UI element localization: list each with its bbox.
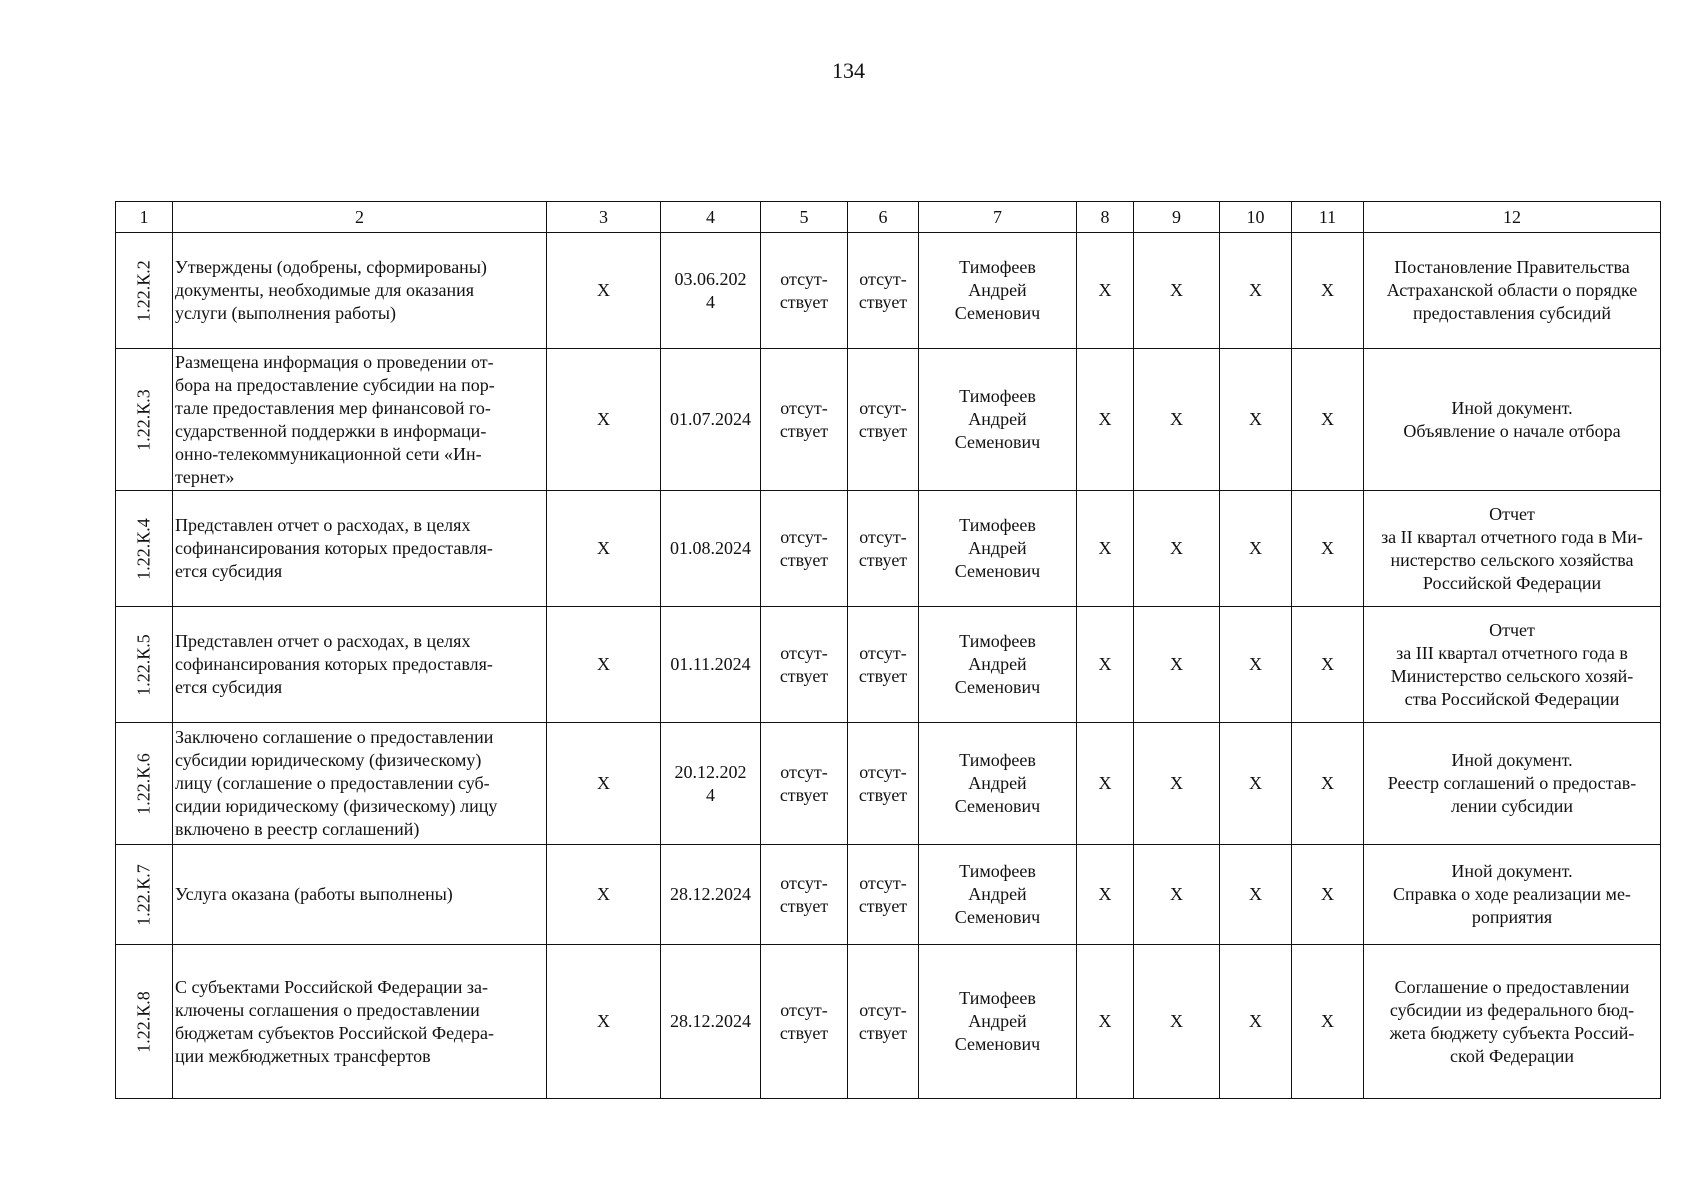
col10-cell: X (1220, 945, 1292, 1099)
col6-cell: отсут- ствует (848, 233, 919, 349)
col8-cell: X (1077, 945, 1134, 1099)
col11-cell: X (1292, 845, 1364, 945)
document-cell: Иной документ. Реестр соглашений о предостав- лении субсидии (1364, 723, 1661, 845)
document-cell: Иной документ. Объявление о начале отбора (1364, 349, 1661, 491)
document-cell: Соглашение о предоставлении субсидии из федерального бюд- жета бюджету субъекта Россий- ской Федерации (1364, 945, 1661, 1099)
col5-cell: отсут- ствует (761, 607, 848, 723)
control-points-table (115, 201, 1661, 1099)
description-cell: Размещена информация о проведении от- бора на предоставление субсидии на пор- тале предоставления мер финансовой го- сударственной поддержки в информаци- онно-телекоммуникационной сети «Ин- тернет» (173, 349, 547, 491)
responsible-cell: Тимофеев Андрей Семенович (919, 491, 1077, 607)
document-cell: Отчет за II квартал отчетного года в Ми- нистерство сельского хозяйства Российской Федерации (1364, 491, 1661, 607)
col11-cell: X (1292, 723, 1364, 845)
header-cell: 8 (1077, 202, 1134, 233)
col6-cell: отсут- ствует (848, 723, 919, 845)
col3-cell: X (547, 607, 661, 723)
description-cell: Услуга оказана (работы выполнены) (173, 845, 547, 945)
row-id (116, 491, 173, 607)
row-id-label: 1.22.К.7 (133, 863, 154, 926)
col3-cell: X (547, 945, 661, 1099)
header-cell: 12 (1364, 202, 1661, 233)
col3-cell: X (547, 723, 661, 845)
table-row (116, 723, 1661, 845)
col5-cell: отсут- ствует (761, 945, 848, 1099)
col6-cell: отсут- ствует (848, 845, 919, 945)
row-id (116, 233, 173, 349)
document-cell: Отчет за III квартал отчетного года в Министерство сельского хозяй- ства Российской Федерации (1364, 607, 1661, 723)
col11-cell: X (1292, 945, 1364, 1099)
document-cell: Иной документ. Справка о ходе реализации ме- роприятия (1364, 845, 1661, 945)
document-cell: Постановление Правительства Астраханской области о порядке предоставления субсидий (1364, 233, 1661, 349)
col8-cell: X (1077, 233, 1134, 349)
col9-cell: X (1134, 845, 1220, 945)
col5-cell: отсут- ствует (761, 349, 848, 491)
header-cell: 11 (1292, 202, 1364, 233)
row-id (116, 607, 173, 723)
table-row (116, 491, 1661, 607)
description-cell: Представлен отчет о расходах, в целях софинансирования которых предоставля- ется субсидия (173, 491, 547, 607)
col5-cell: отсут- ствует (761, 723, 848, 845)
responsible-cell: Тимофеев Андрей Семенович (919, 349, 1077, 491)
description-cell: Представлен отчет о расходах, в целях софинансирования которых предоставля- ется субсидия (173, 607, 547, 723)
row-id-label: 1.22.К.3 (133, 388, 154, 451)
col5-cell: отсут- ствует (761, 491, 848, 607)
header-cell: 5 (761, 202, 848, 233)
col3-cell: X (547, 233, 661, 349)
col3-cell: X (547, 845, 661, 945)
col6-cell: отсут- ствует (848, 491, 919, 607)
date-cell: 28.12.2024 (661, 845, 761, 945)
responsible-cell: Тимофеев Андрей Семенович (919, 845, 1077, 945)
col10-cell: X (1220, 723, 1292, 845)
table-row (116, 845, 1661, 945)
header-cell: 4 (661, 202, 761, 233)
col10-cell: X (1220, 845, 1292, 945)
col10-cell: X (1220, 349, 1292, 491)
header-cell: 10 (1220, 202, 1292, 233)
col9-cell: X (1134, 945, 1220, 1099)
col9-cell: X (1134, 491, 1220, 607)
col6-cell: отсут- ствует (848, 349, 919, 491)
date-cell: 28.12.2024 (661, 945, 761, 1099)
col11-cell: X (1292, 491, 1364, 607)
row-id-label: 1.22.К.2 (133, 259, 154, 322)
col8-cell: X (1077, 723, 1134, 845)
col11-cell: X (1292, 233, 1364, 349)
header-cell: 6 (848, 202, 919, 233)
responsible-cell: Тимофеев Андрей Семенович (919, 945, 1077, 1099)
date-cell: 01.08.2024 (661, 491, 761, 607)
col11-cell: X (1292, 349, 1364, 491)
row-id-label: 1.22.К.8 (133, 990, 154, 1053)
responsible-cell: Тимофеев Андрей Семенович (919, 607, 1077, 723)
description-cell: С субъектами Российской Федерации за- ключены соглашения о предоставлении бюджетам субъектов Российской Федера- ции межбюджетных трансфертов (173, 945, 547, 1099)
row-id (116, 723, 173, 845)
date-cell: 01.07.2024 (661, 349, 761, 491)
page-number: 134 (832, 58, 865, 83)
col5-cell: отсут- ствует (761, 233, 848, 349)
col11-cell: X (1292, 607, 1364, 723)
row-id (116, 349, 173, 491)
table-row (116, 233, 1661, 349)
col8-cell: X (1077, 607, 1134, 723)
row-id-label: 1.22.К.5 (133, 633, 154, 696)
header-cell: 9 (1134, 202, 1220, 233)
table-row (116, 607, 1661, 723)
row-id (116, 845, 173, 945)
header-row (116, 202, 1661, 233)
row-id-label: 1.22.К.6 (133, 752, 154, 815)
row-id (116, 945, 173, 1099)
col9-cell: X (1134, 723, 1220, 845)
col9-cell: X (1134, 607, 1220, 723)
col6-cell: отсут- ствует (848, 945, 919, 1099)
header-cell: 7 (919, 202, 1077, 233)
col3-cell: X (547, 491, 661, 607)
header-cell: 1 (116, 202, 173, 233)
header-cell: 3 (547, 202, 661, 233)
responsible-cell: Тимофеев Андрей Семенович (919, 233, 1077, 349)
table-row (116, 349, 1661, 491)
date-cell: 03.06.202 4 (661, 233, 761, 349)
date-cell: 01.11.2024 (661, 607, 761, 723)
responsible-cell: Тимофеев Андрей Семенович (919, 723, 1077, 845)
date-cell: 20.12.202 4 (661, 723, 761, 845)
header-cell: 2 (173, 202, 547, 233)
col10-cell: X (1220, 491, 1292, 607)
table-row (116, 945, 1661, 1099)
col9-cell: X (1134, 349, 1220, 491)
col8-cell: X (1077, 491, 1134, 607)
col8-cell: X (1077, 845, 1134, 945)
col8-cell: X (1077, 349, 1134, 491)
description-cell: Утверждены (одобрены, сформированы) документы, необходимые для оказания услуги (выполнения работы) (173, 233, 547, 349)
col10-cell: X (1220, 233, 1292, 349)
col5-cell: отсут- ствует (761, 845, 848, 945)
col6-cell: отсут- ствует (848, 607, 919, 723)
col3-cell: X (547, 349, 661, 491)
row-id-label: 1.22.К.4 (133, 517, 154, 580)
col9-cell: X (1134, 233, 1220, 349)
description-cell: Заключено соглашение о предоставлении субсидии юридическому (физическому) лицу (соглашение о предоставлении суб- сидии юридическому (физическому) лицу включено в реестр соглашений) (173, 723, 547, 845)
col10-cell: X (1220, 607, 1292, 723)
